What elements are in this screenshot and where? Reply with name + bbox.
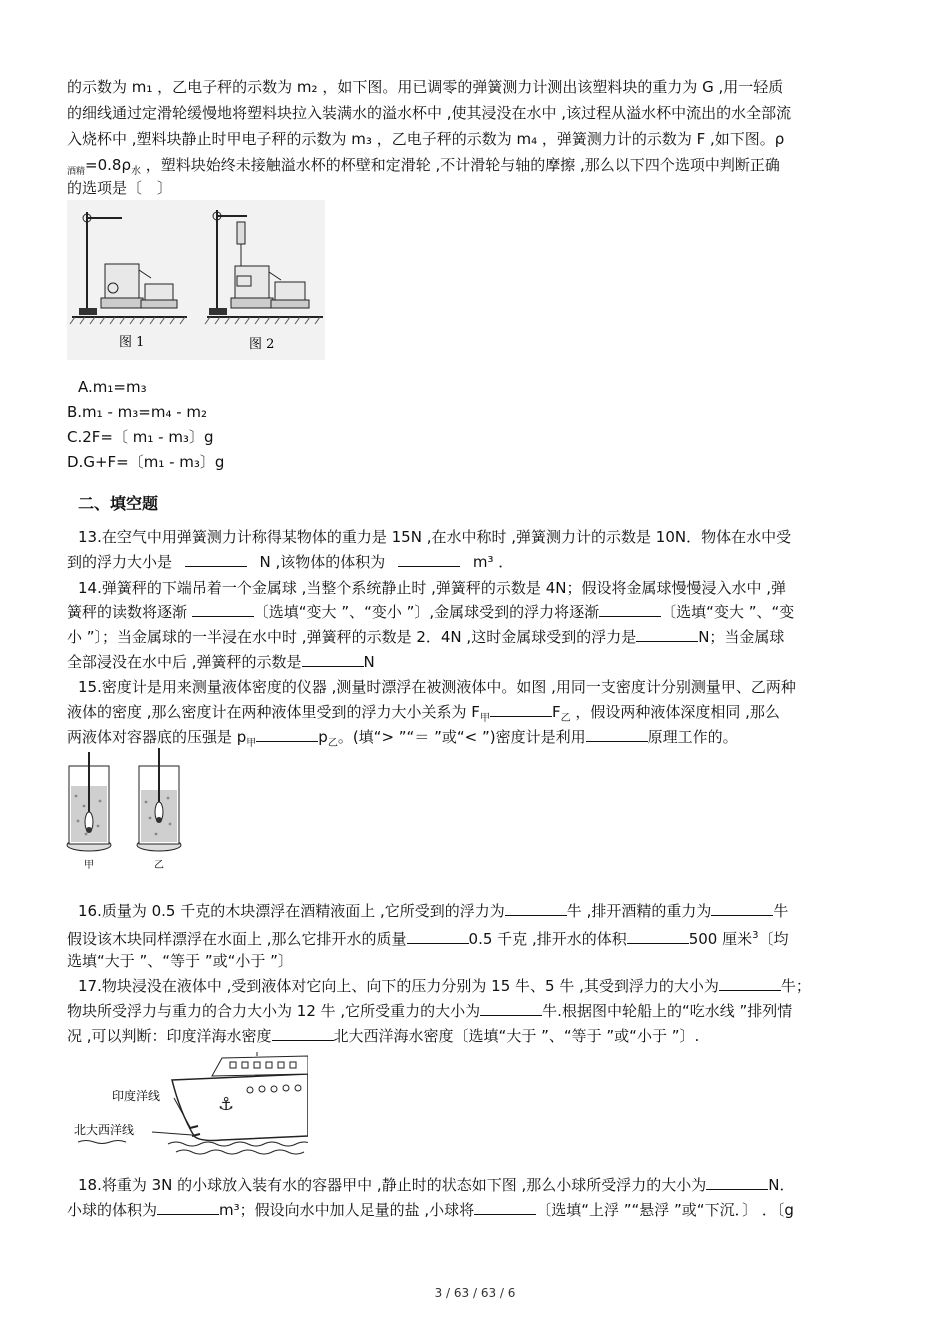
q16-blank-3[interactable] <box>407 929 469 944</box>
q15-text-e: p <box>318 728 328 746</box>
q18-line-2 <box>67 1200 794 1220</box>
q18-text-b: N． <box>768 1176 795 1194</box>
q17-blank-1[interactable] <box>719 976 781 991</box>
q16-text-f: 500 厘米 <box>688 930 753 948</box>
q15-sub-yi: 乙 <box>560 713 571 724</box>
q15-text-c: ，假设两种液体深度相同 ,那么 <box>570 703 780 721</box>
q18-blank-3[interactable] <box>474 1200 536 1215</box>
q15-sub-jia-2: 甲 <box>246 738 257 749</box>
hydrometer-label-jia: 甲 <box>84 860 94 871</box>
option-c: C.2F=〔 m₁ - m₃〕g <box>67 428 214 446</box>
q14-line-2 <box>67 602 794 622</box>
q15-line-1: 15.密度计是用来测量液体密度的仪器 ,测量时漂浮在被测液体中。如图 ,用同一支密度计分别测量甲、乙两种 <box>78 678 796 696</box>
q16-text-a: 16.质量为 0.5 千克的木块漂浮在酒精液面上 ,它所受到的浮力为 <box>78 902 505 920</box>
q13-text-a: 到的浮力大小是 <box>67 553 177 571</box>
q14-text-e: N；当金属球 <box>698 628 785 646</box>
q13-text-b: N ,该物体的体积为 <box>254 553 391 571</box>
q15-text-f: 。(填“> ”“＝ ”或“< ”)密度计是利用 <box>337 728 586 746</box>
q13-blank-2[interactable] <box>398 552 460 567</box>
q17-text-b: 牛； <box>780 977 811 995</box>
intro-line-5: 的选项是〔 〕 <box>67 179 173 197</box>
q15-sub-jia: 甲 <box>479 713 490 724</box>
ship-label-indian-ocean: 印度洋线 <box>112 1089 161 1103</box>
q13-line-1: 13.在空气中用弹簧测力计称得某物体的重力是 15N ,在水中称时 ,弹簧测力计的示数是 10N．物体在水中受 <box>78 528 792 546</box>
q14-text-d: 小 ”〕；当金属球的一半浸在水中时 ,弹簧秤的示数是 2．4N ,这时金属球受到的浮力是 <box>67 628 637 646</box>
q15-blank-3[interactable] <box>586 727 648 742</box>
q15-text-g: 原理工作的。 <box>647 728 738 746</box>
q15-blank-1[interactable] <box>490 702 552 717</box>
q18-blank-1[interactable] <box>706 1175 768 1190</box>
q16-sup: 3 <box>752 930 759 941</box>
q17-text-d: 牛.根据图中轮船上的“吃水线 ”排列情 <box>542 1002 793 1020</box>
q13-line-2 <box>67 552 513 572</box>
sub-water: 水 <box>130 166 141 177</box>
q16-text-d: 假设该木块同样漂浮在水面上 ,那么它排开水的质量 <box>67 930 407 948</box>
q18-text-d: m³；假设向水中加人足量的盐 ,小球将 <box>219 1201 475 1219</box>
q18-text-e: 〔选填“上浮 ”“悬浮 ”或“下沉．〕 ．〔g <box>536 1201 794 1219</box>
intro-line-4-rest: ，塑料块始终未接触溢水杯的杯壁和定滑轮 ,不计滑轮与轴的摩擦 ,那么以下四个选项中判断正确 <box>140 156 780 174</box>
hydrometer-figure <box>64 746 194 874</box>
intro-line-2: 的细线通过定滑轮缓慢地将塑料块拉入装满水的溢水杯中 ,使其浸没在水中 ,该过程从溢水杯中流出的水全部流 <box>67 104 792 122</box>
q16-text-g: 〔均 <box>758 930 789 948</box>
q17-text-f: 北大西洋海水密度〔选填“大于 ”、“等于 ”或“小于 ”〕. <box>333 1027 700 1045</box>
q17-blank-2[interactable] <box>480 1001 542 1016</box>
q15-text-b: F <box>551 703 561 721</box>
q14-line-1: 14.弹簧秤的下端吊着一个金属球 ,当整个系统静止时 ,弹簧秤的示数是 4N；假设将金属球慢慢浸入水中 ,弹 <box>78 579 787 597</box>
option-d: D.G+F=〔m₁ - m₃〕g <box>67 453 225 471</box>
option-b: B.m₁ - m₃=m₄ - m₂ <box>67 403 208 421</box>
q16-line-2 <box>67 926 789 949</box>
q16-line-3: 选填“大于 ”、“等于 ”或“小于 ”〕 <box>67 952 293 970</box>
figure-2-label: 图 2 <box>249 337 275 352</box>
q14-text-a: 簧秤的读数将逐渐 <box>67 603 192 621</box>
intro-line-3: 入烧杯中 ,塑料块静止时甲电子秤的示数为 m₃ ，乙电子秤的示数为 m₄ ，弹簧测力计的示数为 F ,如下图。ρ <box>67 130 785 148</box>
q17-blank-3[interactable] <box>272 1026 334 1041</box>
q18-line-1 <box>78 1175 794 1195</box>
q16-text-e: 0.5 千克 ,排开水的体积 <box>468 930 627 948</box>
q17-line-1 <box>78 976 811 996</box>
q14-line-4 <box>67 652 375 672</box>
q14-text-c: 〔选填“变大 ”、“变 <box>661 603 795 621</box>
q15-text-a: 液体的密度 ,那么密度计在两种液体里受到的浮力大小关系为 F <box>67 703 480 721</box>
q18-blank-2[interactable] <box>157 1200 219 1215</box>
intro-line-4 <box>67 155 780 182</box>
q17-line-2 <box>67 1001 792 1021</box>
q17-text-e: 况 ,可以判断：印度洋海水密度 <box>67 1027 272 1045</box>
q16-line-1 <box>78 901 788 921</box>
figure-1-label: 图 1 <box>119 335 145 350</box>
intro-line-1: 的示数为 m₁ ，乙电子秤的示数为 m₂ ，如下图。用已调零的弹簧测力计测出该塑料块的重力为 G ,用一轻质 <box>67 78 784 96</box>
q16-text-b: 牛 ,排开酒精的重力为 <box>566 902 712 920</box>
q18-text-a: 18.将重为 3N 的小球放入装有水的容器甲中 ,静止时的状态如下图 ,那么小球所受浮力的大小为 <box>78 1176 707 1194</box>
q14-text-g: N <box>363 653 375 671</box>
q13-text-c: m³ ． <box>468 553 514 571</box>
q16-blank-1[interactable] <box>505 901 567 916</box>
q16-blank-4[interactable] <box>627 929 689 944</box>
hydrometer-label-yi: 乙 <box>154 860 164 871</box>
q17-text-c: 物块所受浮力与重力的合力大小为 12 牛 ,它所受重力的大小为 <box>67 1002 481 1020</box>
apparatus-figure <box>67 200 325 360</box>
page-footer: 3 / 63 / 63 / 6 <box>434 1286 516 1300</box>
q14-blank-2[interactable] <box>599 602 661 617</box>
q14-blank-1[interactable] <box>192 602 254 617</box>
q16-blank-2[interactable] <box>711 901 773 916</box>
q13-blank-1[interactable] <box>185 552 247 567</box>
q14-blank-3[interactable] <box>636 627 698 642</box>
q14-line-3 <box>67 627 784 647</box>
q14-blank-4[interactable] <box>302 652 364 667</box>
q15-sub-yi-2: 乙 <box>327 738 338 749</box>
q15-line-2 <box>67 702 780 729</box>
q17-text-a: 17.物块浸没在液体中 ,受到液体对它向上、向下的压力分别为 15 牛、5 牛 ,其受到浮力的大小为 <box>78 977 719 995</box>
anchor-icon: ⚓ <box>218 1094 235 1115</box>
q15-text-d: 两液体对容器底的压强是 p <box>67 728 247 746</box>
q17-line-3 <box>67 1026 699 1046</box>
q18-text-c: 小球的体积为 <box>67 1201 158 1219</box>
ship-label-north-atlantic: 北大西洋线 <box>74 1123 135 1137</box>
rho-eq: =0.8ρ <box>85 156 131 174</box>
option-a: A.m₁=m₃ <box>78 378 147 396</box>
sub-alcohol: 酒精 <box>67 167 86 177</box>
section-title: 二、填空题 <box>78 494 159 513</box>
q15-blank-2[interactable] <box>256 727 318 742</box>
q16-text-c: 牛 <box>773 902 789 920</box>
ship-figure <box>72 1052 308 1158</box>
q14-text-b: 〔选填“变大 ”、“变小 ”〕,金属球受到的浮力将逐渐 <box>253 603 600 621</box>
q14-text-f: 全部浸没在水中后 ,弹簧秤的示数是 <box>67 653 302 671</box>
